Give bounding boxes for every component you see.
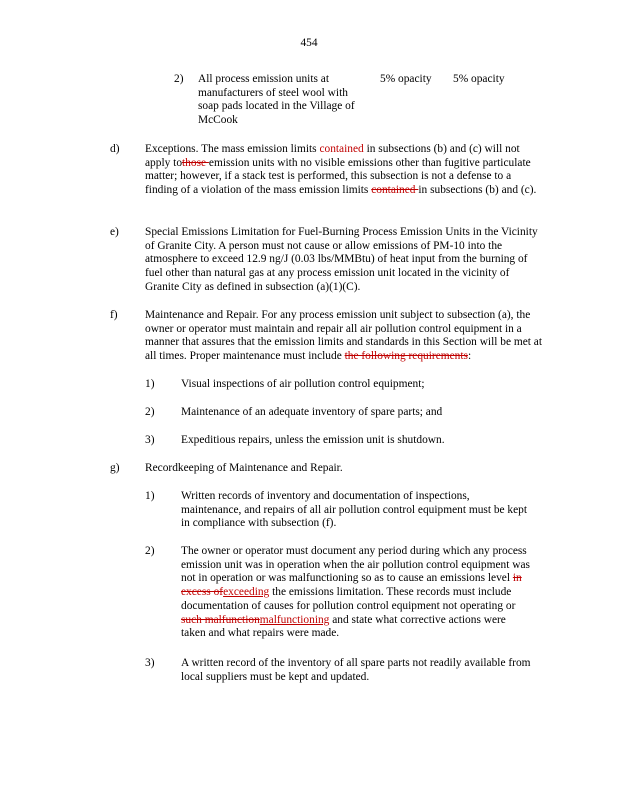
f-item-3-label: 3) — [145, 434, 155, 446]
insertion: malfunctioning — [259, 613, 330, 626]
g-item-2-text: The owner or operator must document any period during which any process emission unit was in operation when the air pollution control equipment was not in operation or was malfunctioning so as to cause an emissions level in excess ofexceeding the emissions limitation. These records must include documentation of causes for pollution control equipment not operating or such malfunctionmalfunctioning and state what corrective actions were taken and what repairs were made. — [181, 545, 530, 640]
section-d-label: d) — [110, 143, 120, 155]
insertion: contained — [319, 143, 364, 155]
section-d-text: Exceptions. The mass emission limits contained in subsections (b) and (c) will not apply tothose emission units with no visible emissions other than fugitive particulate matter; however, if a stack test is performed, this subsection is not a defense to a finding of a violation of the mass emission limits contained in subsections (b) and (c). — [145, 143, 537, 197]
top-item-label: 2) — [174, 73, 184, 85]
insertion: exceeding — [223, 586, 270, 599]
deletion: such malfunction — [181, 613, 260, 626]
section-f-text: Maintenance and Repair. For any process emission unit subject to subsection (a), the owner or operator must maintain and repair all air pollution control equipment in a manner that assures that the emission limits and standards in this Section will be met at all times. Proper maintenance must include the following requirements: — [145, 309, 543, 363]
f-item-2-text: Maintenance of an adequate inventory of spare parts; and — [181, 406, 443, 418]
g-item-3-text: A written record of the inventory of all spare parts not readily available from local suppliers must be kept and updated. — [181, 657, 531, 683]
f-item-1-text: Visual inspections of air pollution control equipment; — [181, 378, 425, 390]
top-item-col1: 5% opacity — [380, 73, 432, 85]
g-item-1-text: Written records of inventory and documentation of inspections, maintenance, and repairs of all air pollution control equipment must be kept in compliance with subsection (f). — [181, 490, 528, 530]
section-e-text: Special Emissions Limitation for Fuel-Burning Process Emission Units in the Vicinity of Granite City. A person must not cause or allow emissions of PM-10 into the atmosphere to exceed 12.9 ng/J (0.03 lbs/MMBtu) of heat input from the burning of fuel other than natural gas at any process emission unit located in the vicinity of Granite City as defined in subsection (a)(1)(C). — [145, 226, 538, 293]
g-item-2-label: 2) — [145, 545, 155, 557]
g-item-3-label: 3) — [145, 657, 155, 669]
deletion: those — [182, 156, 209, 169]
deletion: contained — [371, 184, 419, 197]
section-g-label: g) — [110, 462, 120, 474]
g-item-1-label: 1) — [145, 490, 155, 502]
section-g-title: Recordkeeping of Maintenance and Repair. — [145, 462, 343, 474]
top-item-col2: 5% opacity — [453, 73, 505, 85]
section-f-label: f) — [110, 309, 118, 321]
deletion: the following requirements — [344, 350, 468, 363]
section-e-label: e) — [110, 226, 119, 238]
deletion: in excess of — [181, 572, 522, 599]
top-item-text: All process emission units at manufacturers of steel wool with soap pads located in the Village of McCook — [198, 73, 355, 127]
f-item-1-label: 1) — [145, 378, 155, 390]
page-number: 454 — [300, 37, 318, 49]
f-item-3-text: Expeditious repairs, unless the emission unit is shutdown. — [181, 434, 445, 446]
f-item-2-label: 2) — [145, 406, 155, 418]
